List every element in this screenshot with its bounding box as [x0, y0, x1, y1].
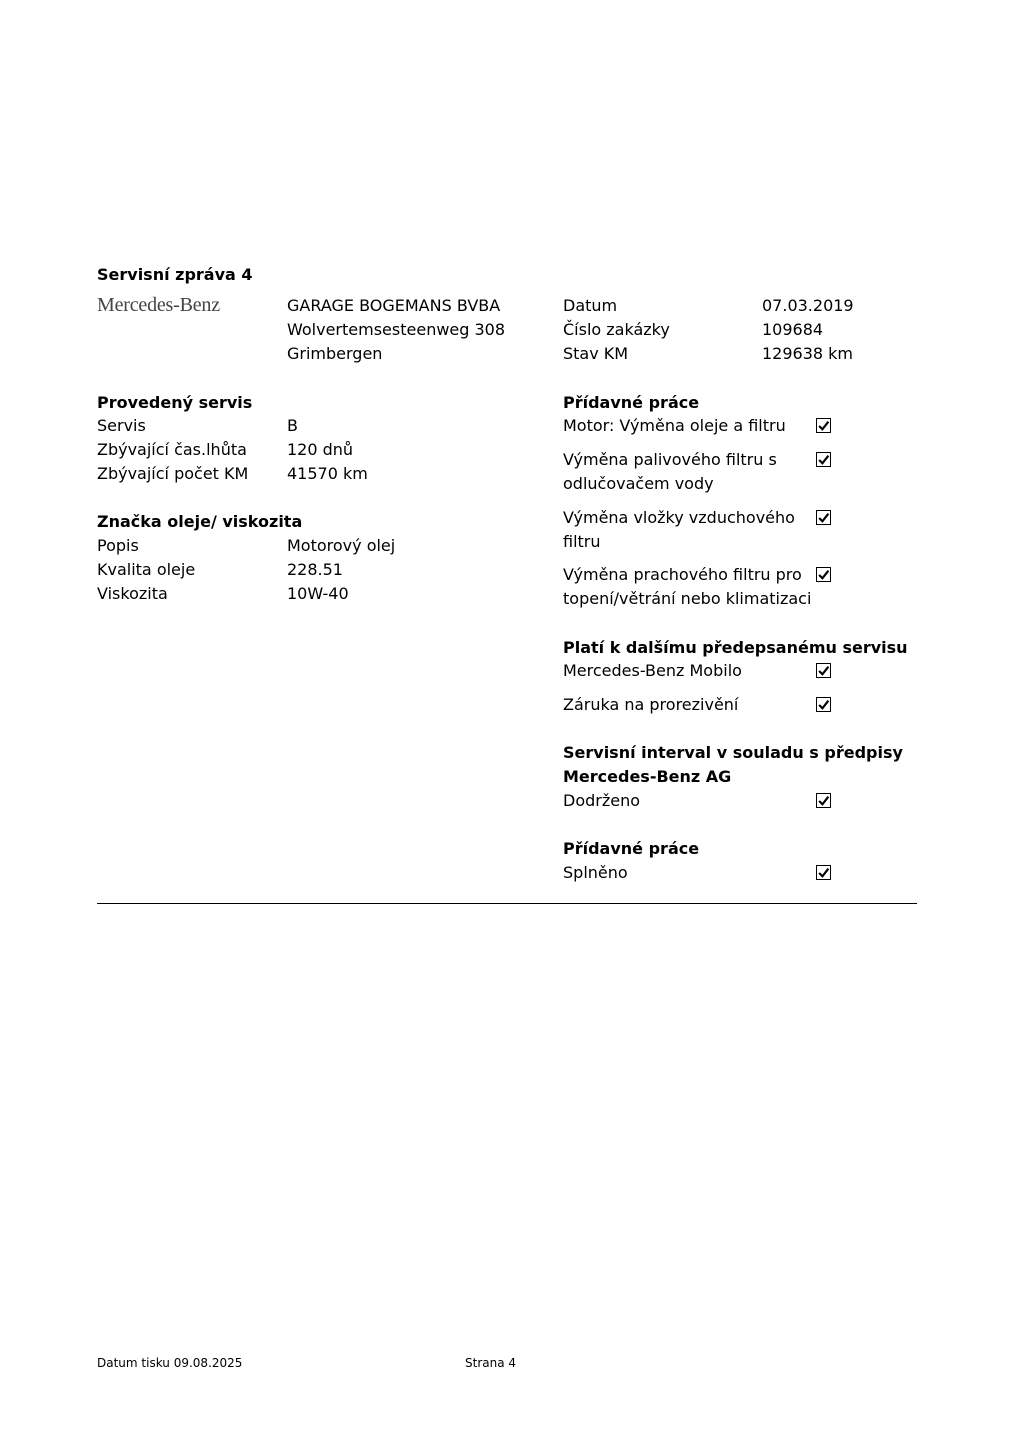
additional-work-heading: Přídavné práce [563, 393, 700, 412]
garage-street: Wolvertemsesteenweg 308 [287, 320, 506, 339]
additional-work-item-label: Výměna vložky vzduchového [563, 508, 795, 527]
oil-row-label: Viskozita [97, 584, 168, 603]
checkbox-checked-icon[interactable] [816, 697, 831, 712]
service-row-value: B [287, 416, 298, 435]
next-service-item-label: Mercedes-Benz Mobilo [563, 661, 742, 680]
service-row-value: 41570 km [287, 464, 368, 483]
garage-name: GARAGE BOGEMANS BVBA [287, 296, 501, 315]
additional-work-2-item-label: Splněno [563, 863, 628, 882]
report-title: Servisní zpráva 4 [97, 265, 253, 284]
checkbox-checked-icon[interactable] [816, 418, 831, 433]
garage-city: Grimbergen [287, 344, 383, 363]
checkbox-checked-icon[interactable] [816, 663, 831, 678]
oil-row-value: 228.51 [287, 560, 343, 579]
print-date: Datum tisku 09.08.2025 [97, 1356, 243, 1370]
checkbox-checked-icon[interactable] [816, 793, 831, 808]
service-row-label: Servis [97, 416, 146, 435]
interval-heading: Servisní interval v souladu s předpisy [563, 743, 903, 762]
section-divider [97, 903, 917, 904]
mileage-value: 129638 km [762, 344, 854, 363]
date-value: 07.03.2019 [762, 296, 854, 315]
additional-work-2-heading: Přídavné práce [563, 839, 700, 858]
next-service-item-label: Záruka na prorezivění [563, 695, 739, 714]
oil-row-label: Kvalita oleje [97, 560, 196, 579]
oil-heading: Značka oleje/ viskozita [97, 512, 303, 531]
order-label: Číslo zakázky [563, 320, 670, 339]
date-label: Datum [563, 296, 618, 315]
service-heading: Provedený servis [97, 393, 253, 412]
checkbox-checked-icon[interactable] [816, 567, 831, 582]
page-number: Strana 4 [465, 1356, 517, 1370]
service-row-label: Zbývající počet KM [97, 464, 249, 483]
service-row-value: 120 dnů [287, 440, 354, 459]
checkbox-checked-icon[interactable] [816, 510, 831, 525]
mercedes-benz-logo: Mercedes-Benz [97, 294, 220, 316]
interval-item-label: Dodrženo [563, 791, 641, 810]
additional-work-item-label: Výměna prachového filtru pro [563, 565, 802, 584]
order-value: 109684 [762, 320, 824, 339]
additional-work-item-label: Motor: Výměna oleje a filtru [563, 416, 786, 435]
interval-heading-cont: Mercedes-Benz AG [563, 767, 732, 786]
additional-work-item-label-cont: filtru [563, 532, 601, 551]
next-service-heading: Platí k dalšímu předepsanému servisu [563, 638, 908, 657]
oil-row-value: 10W-40 [287, 584, 349, 603]
oil-row-value: Motorový olej [287, 536, 396, 555]
mileage-label: Stav KM [563, 344, 629, 363]
oil-row-label: Popis [97, 536, 139, 555]
additional-work-item-label-cont: topení/větrání nebo klimatizaci [563, 589, 812, 608]
checkbox-checked-icon[interactable] [816, 452, 831, 467]
additional-work-item-label-cont: odlučovačem vody [563, 474, 714, 493]
additional-work-item-label: Výměna palivového filtru s [563, 450, 777, 469]
service-row-label: Zbývající čas.lhůta [97, 440, 247, 459]
checkbox-checked-icon[interactable] [816, 865, 831, 880]
